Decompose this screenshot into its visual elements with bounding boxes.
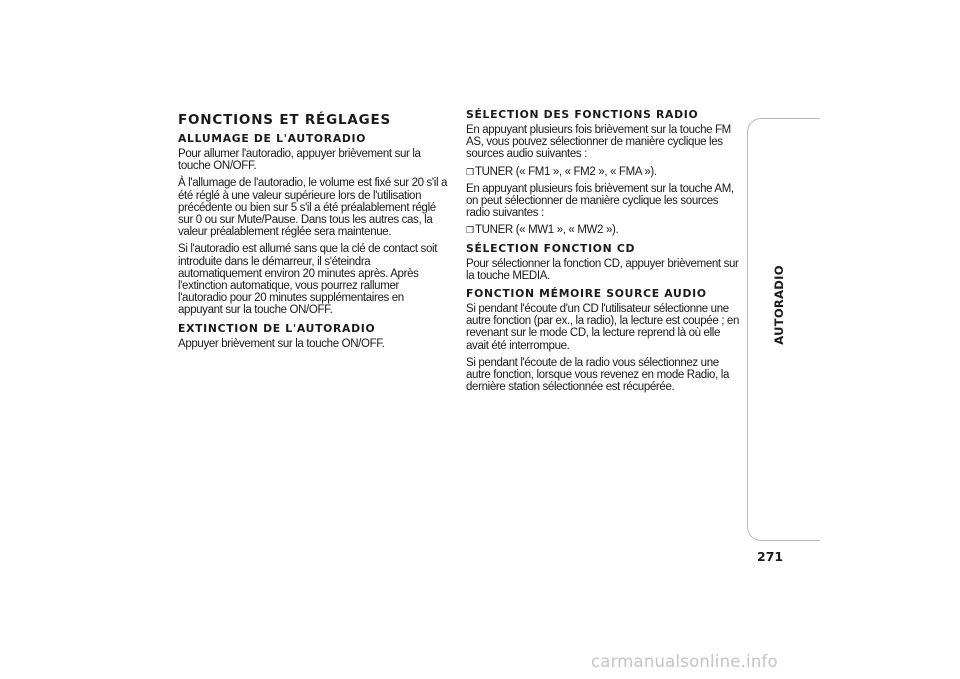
checkbox-bullet-icon: ❒ [466, 225, 474, 236]
paragraph: Si pendant l'écoute de la radio vous sélectionnez une autre fonction, lorsque vous revenez en mode Radio, la dernière station sélectionnée est récupérée. [466, 356, 730, 394]
heading-extinction: EXTINCTION DE L'AUTORADIO [178, 321, 376, 335]
chapter-tab-label [769, 250, 789, 360]
bullet-item [466, 224, 742, 236]
paragraph: Si l'autoradio est allumé sans que la clé de contact soit introduite dans le démarreur, il s'éteindra automatiquement environ 20 minutes après. Après l'extinction automatique, vous pourrez rallumer l'autoradio pour 20 minutes supplémentaires en appuyant sur la touche ON/OFF. [178, 243, 438, 317]
bullet-item [466, 166, 742, 178]
heading-selection-radio: SÉLECTION DES FONCTIONS RADIO [466, 108, 699, 121]
paragraph: Pour allumer l'autoradio, appuyer brièvement sur la touche ON/OFF. [178, 148, 421, 173]
chapter-tab-text: AUTORADIO [772, 265, 786, 345]
page-title: FONCTIONS ET RÉGLAGES [178, 112, 392, 128]
heading-memoire-source: FONCTION MÉMOIRE SOURCE AUDIO [466, 287, 707, 301]
paragraph: Appuyer brièvement sur la touche ON/OFF. [178, 337, 385, 350]
bullet-text: TUNER (« MW1 », « MW2 »). [475, 224, 619, 237]
paragraph: À l'allumage de l'autoradio, le volume est fixé sur 20 s'il a été réglé à une valeur supérieure lors de l'utilisation précédente ou bien sur 5 s'il a été préalablement réglé sur 0 ou sur Mute/Pause. Dans tous les autres cas, la valeur préalablement réglée sera maintenue. [178, 177, 448, 239]
paragraph: Si pendant l'écoute d'un CD l'utilisateur sélectionne une autre fonction (par ex., la radio), la lecture est coupée ; en revenant sur le mode CD, la lecture reprend là où elle avait été interrompue. [466, 303, 739, 352]
left-column [178, 112, 450, 355]
right-column [466, 108, 742, 398]
page-number: 271 [757, 549, 784, 564]
paragraph: Pour sélectionner la fonction CD, appuyer brièvement sur la touche MEDIA. [466, 257, 739, 282]
paragraph: En appuyant plusieurs fois brièvement sur la touche AM, on peut sélectionner de manière cyclique les sources radio suivantes : [466, 182, 734, 220]
watermark: carmanualsonline.info [591, 652, 778, 671]
bullet-text: TUNER (« FM1 », « FM2 », « FMA »). [475, 165, 657, 178]
checkbox-bullet-icon: ❒ [466, 166, 474, 177]
paragraph: En appuyant plusieurs fois brièvement sur la touche FM AS, vous pouvez sélectionner de manière cyclique les sources audio suivantes : [466, 124, 731, 161]
heading-allumage: ALLUMAGE DE L'AUTORADIO [178, 132, 367, 145]
heading-selection-cd: SÉLECTION FONCTION CD [466, 241, 636, 255]
